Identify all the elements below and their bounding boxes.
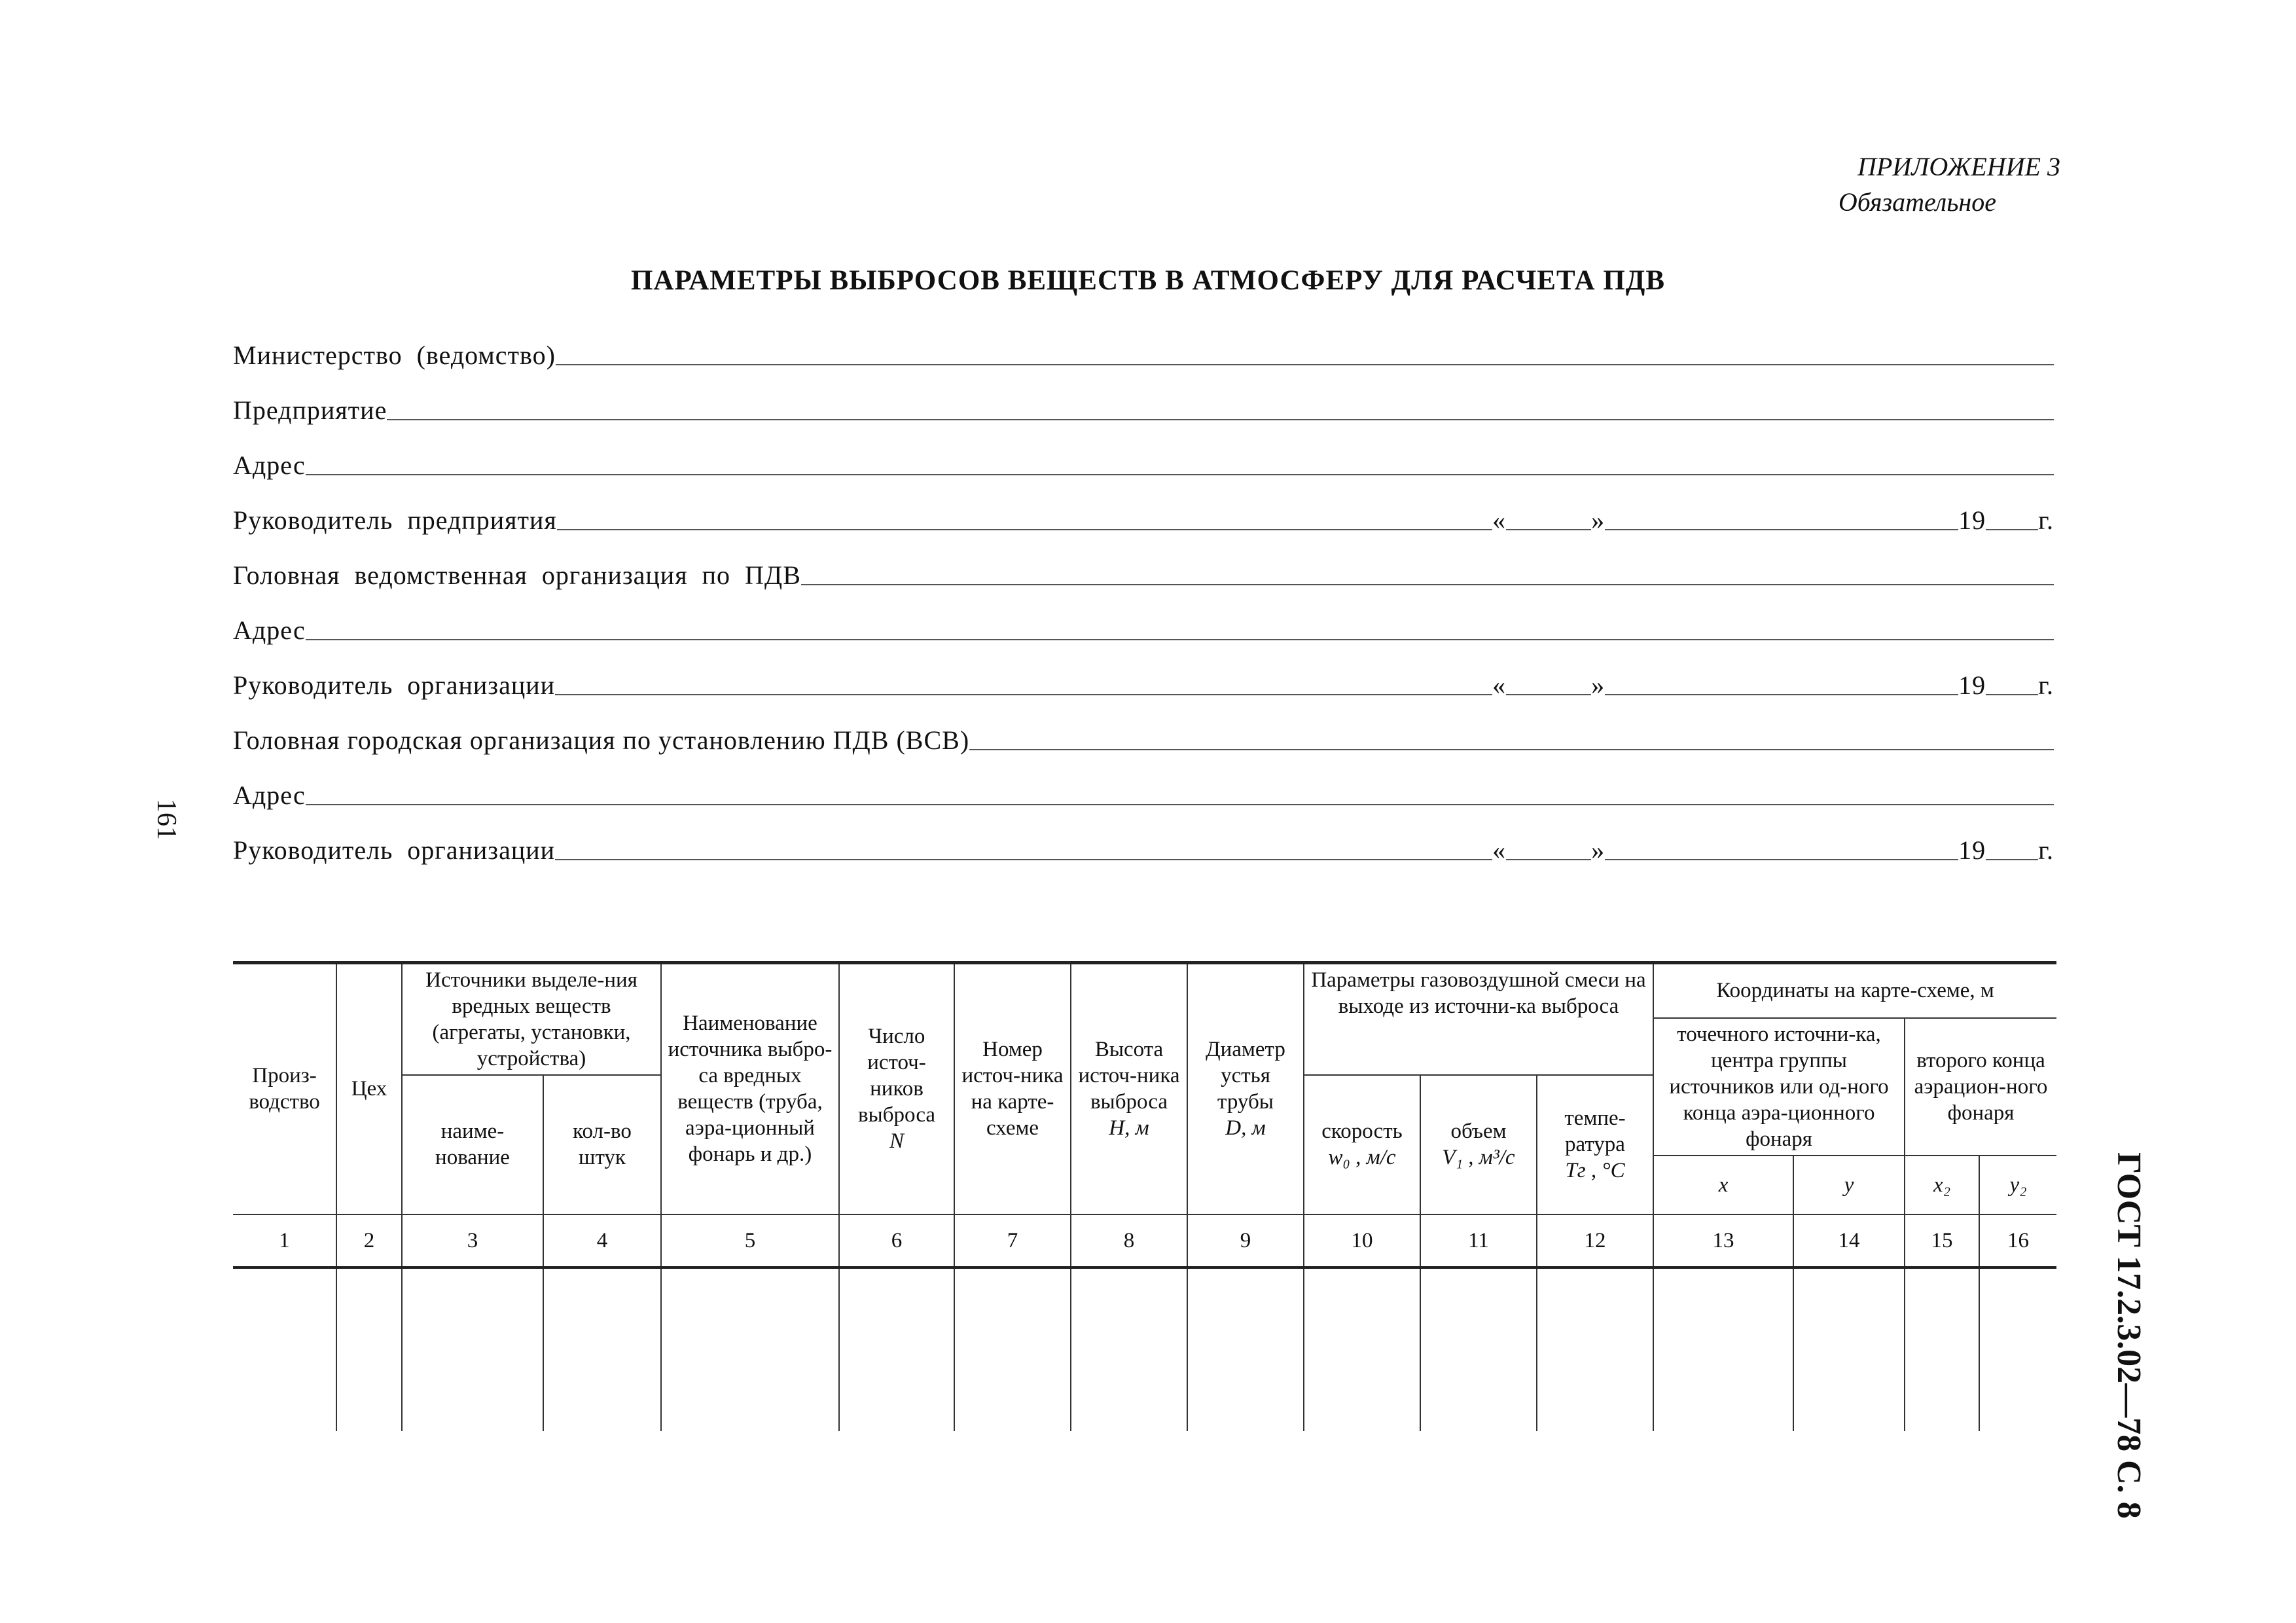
column-number: 1	[233, 1214, 336, 1267]
header-emission-source-name: Наименование источника выбро-са вредных веществ (труба, аэра-ционный фонарь и др.)	[661, 963, 839, 1214]
day-line[interactable]	[1506, 859, 1591, 860]
field-label: Предприятие	[233, 395, 387, 425]
fill-line[interactable]	[801, 584, 2054, 585]
column-number: 3	[402, 1214, 543, 1267]
header-source-height	[1071, 963, 1187, 1214]
month-line[interactable]	[1605, 529, 1958, 530]
header-source-number: Номер источ-ника на карте-схеме	[954, 963, 1071, 1214]
column-number: 13	[1653, 1214, 1793, 1267]
fill-line[interactable]	[387, 419, 2054, 420]
field-enterprise[interactable]	[233, 393, 2054, 426]
column-number: 15	[1905, 1214, 1979, 1267]
table-cell[interactable]	[1979, 1267, 2056, 1431]
field-label: Руководитель организации	[233, 835, 556, 865]
field-label: Руководитель организации	[233, 670, 556, 700]
header-gas-params-group: Параметры газовоздушной смеси на выходе из источни-ка выброса	[1304, 963, 1653, 1076]
fill-line[interactable]	[306, 639, 2054, 640]
column-number: 6	[839, 1214, 954, 1267]
field-address-2[interactable]	[233, 613, 2054, 646]
header-symbol: Tг , °С	[1565, 1159, 1625, 1183]
month-line[interactable]	[1605, 694, 1958, 695]
header-x2: x₂	[1905, 1156, 1979, 1214]
year-suffix: г.	[2038, 505, 2054, 535]
field-org-head-1[interactable]	[233, 668, 2054, 701]
header-symbol: H, м	[1109, 1116, 1149, 1140]
field-label: Адрес	[233, 450, 306, 480]
header-velocity	[1304, 1075, 1420, 1214]
header-symbol: V₁ , м³/с	[1442, 1146, 1515, 1170]
month-line[interactable]	[1605, 859, 1958, 860]
document-title: ПАРАМЕТРЫ ВЫБРОСОВ ВЕЩЕСТВ В АТМОСФЕРУ ДЛЯ РАСЧЕТА ПДВ	[630, 265, 1666, 296]
emission-parameters-table	[233, 961, 2056, 1431]
header-y: y	[1793, 1156, 1905, 1214]
field-label: Головная ведомственная организация по ПДВ	[233, 560, 801, 590]
year-line[interactable]	[1986, 859, 2038, 860]
header-text: объем	[1450, 1120, 1507, 1144]
field-ministry[interactable]	[233, 338, 2054, 371]
field-label: Адрес	[233, 615, 306, 645]
header-symbol: w₀ , м/с	[1328, 1146, 1396, 1170]
fill-line[interactable]	[555, 694, 1492, 695]
header-source-count	[839, 963, 954, 1214]
header-volume	[1420, 1075, 1537, 1214]
table-cell[interactable]	[1304, 1267, 1420, 1431]
column-number: 8	[1071, 1214, 1187, 1267]
field-label: Министерство (ведомство)	[233, 340, 556, 370]
column-number: 7	[954, 1214, 1071, 1267]
column-number: 14	[1793, 1214, 1905, 1267]
field-head-dept-org[interactable]	[233, 558, 2054, 591]
column-number: 5	[661, 1214, 839, 1267]
field-address-3[interactable]	[233, 778, 2054, 811]
table-cell[interactable]	[1187, 1267, 1304, 1431]
fill-line[interactable]	[969, 749, 2054, 750]
field-enterprise-head[interactable]	[233, 503, 2054, 536]
header-text: Число источ-ников выброса	[857, 1025, 936, 1127]
header-x: x	[1653, 1156, 1793, 1214]
header-text: темпе-ратура	[1564, 1106, 1626, 1157]
year-suffix: г.	[2038, 835, 2054, 865]
date-open-quote: «	[1492, 505, 1507, 535]
header-pipe-diameter	[1187, 963, 1304, 1214]
table-cell[interactable]	[1905, 1267, 1979, 1431]
column-number: 12	[1537, 1214, 1653, 1267]
fill-line[interactable]	[306, 804, 2054, 805]
appendix-subtitle: Обязательное	[1838, 187, 1996, 217]
fill-line[interactable]	[555, 859, 1492, 860]
header-production: Произ-водство	[233, 963, 336, 1214]
column-number: 2	[336, 1214, 402, 1267]
header-coords-group: Координаты на карте-схеме, м	[1653, 963, 2056, 1018]
header-symbol: D, м	[1225, 1116, 1266, 1140]
fill-line[interactable]	[306, 474, 2054, 475]
date-close-quote: »	[1591, 505, 1605, 535]
year-prefix: 19	[1958, 505, 1986, 535]
gost-side-header: ГОСТ 17.2.3.02—78 С. 8	[2110, 1152, 2147, 1519]
table-cell[interactable]	[954, 1267, 1071, 1431]
table-cell[interactable]	[661, 1267, 839, 1431]
header-temperature	[1537, 1075, 1653, 1214]
date-open-quote: «	[1492, 670, 1507, 700]
table-cell[interactable]	[1420, 1267, 1537, 1431]
date-close-quote: »	[1591, 835, 1605, 865]
field-org-head-2[interactable]	[233, 833, 2054, 866]
day-line[interactable]	[1506, 529, 1591, 530]
column-number: 9	[1187, 1214, 1304, 1267]
header-symbol: N	[889, 1129, 904, 1154]
fill-line[interactable]	[557, 529, 1492, 530]
header-point-source-group: точечного источни-ка, центра группы источников или од-ного конца аэра-ционного фонаря	[1653, 1018, 1905, 1156]
field-label: Руководитель предприятия	[233, 505, 557, 535]
day-line[interactable]	[1506, 694, 1591, 695]
year-line[interactable]	[1986, 529, 2038, 530]
header-text: Диаметр устья трубы	[1206, 1038, 1285, 1114]
date-close-quote: »	[1591, 670, 1605, 700]
header-workshop: Цех	[336, 963, 402, 1214]
header-sources-group: Источники выделе-ния вредных веществ (агрегаты, установки, устройства)	[402, 963, 661, 1076]
field-label: Адрес	[233, 780, 306, 810]
column-number: 16	[1979, 1214, 2056, 1267]
appendix-header	[1720, 149, 2060, 220]
field-label: Головная городская организация по установлению ПДВ (ВСВ)	[233, 725, 970, 755]
header-y2: y₂	[1979, 1156, 2056, 1214]
column-number: 10	[1304, 1214, 1420, 1267]
field-address-1[interactable]	[233, 448, 2054, 481]
table-cell[interactable]	[1537, 1267, 1653, 1431]
table-cell[interactable]	[543, 1267, 661, 1431]
year-prefix: 19	[1958, 835, 1986, 865]
table-cell[interactable]	[336, 1267, 402, 1431]
header-text: скорость	[1321, 1120, 1403, 1144]
year-prefix: 19	[1958, 670, 1986, 700]
table-cell[interactable]	[233, 1267, 336, 1431]
header-text: Высота источ-ника выброса	[1078, 1038, 1180, 1114]
table-cell[interactable]	[839, 1267, 954, 1431]
table-cell[interactable]	[402, 1267, 543, 1431]
table-cell[interactable]	[1071, 1267, 1187, 1431]
fill-line[interactable]	[556, 364, 2054, 365]
table-cell[interactable]	[1793, 1267, 1905, 1431]
year-line[interactable]	[1986, 694, 2038, 695]
header-quantity: кол-во штук	[543, 1075, 661, 1214]
field-city-org[interactable]	[233, 723, 2054, 756]
appendix-title: ПРИЛОЖЕНИЕ 3	[1857, 152, 2060, 181]
column-number: 11	[1420, 1214, 1537, 1267]
page-number: 161	[151, 799, 181, 840]
header-name: наиме-нование	[402, 1075, 543, 1214]
header-second-end-group: второго конца аэрацион-ного фонаря	[1905, 1018, 2056, 1156]
year-suffix: г.	[2038, 670, 2054, 700]
date-open-quote: «	[1492, 835, 1507, 865]
table-cell[interactable]	[1653, 1267, 1793, 1431]
column-number: 4	[543, 1214, 661, 1267]
